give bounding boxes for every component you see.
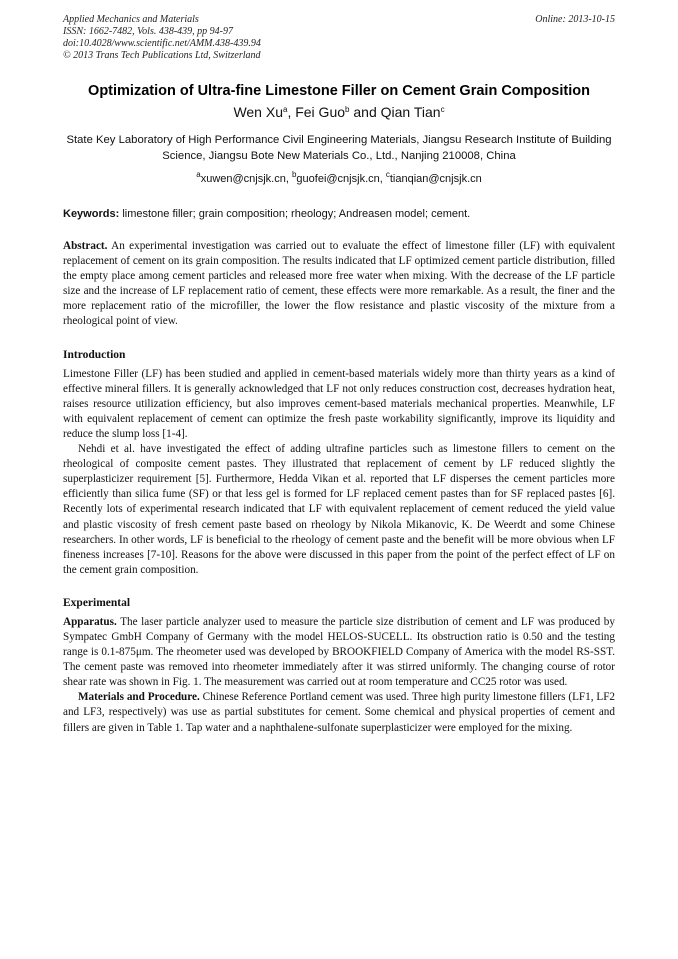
online-date: Online: 2013-10-15 [535, 14, 615, 25]
email-sup: b [291, 170, 297, 179]
introduction-paragraph-2: Nehdi et al. have investigated the effect of adding ultrafine particles such as limestone fillers to cement on the rheological of composite cement pastes. They illustrated that replacement of cement by LF reduced slightly the superplasticizer requirement [5]. Furthermore, Hedda Vikan et al. reported that LF disperses the cement particles more efficiently than silica fume (SF) or that less gel is formed for LF replaced cement pastes than for SF replaced pastes [6]. Recently lots of experimental research indicated that LF with equivalent replacement of cement reduced the yield value and plastic viscosity of fresh cement paste based on rheology by Nikola Mikanovic, K. De Weerdt and some Chinese researchers. In other words, LF is beneficial to the rheology of cement paste and the benefit will be more obvious when LF fineness increases [7-10]. Reasons for the above were discussed in this paper from the point of the perfect effect of LF on the cement grain composition. [63, 443, 615, 576]
affiliation: State Key Laboratory of High Performance Civil Engineering Materials, Jiangsu Research Institute of Building Science, Jiangsu Bote New Materials Co., Ltd., Nanjing 210008, China [66, 134, 612, 162]
header-left [63, 14, 261, 62]
apparatus-text: The laser particle analyzer used to measure the particle size distribution of cement and LF was produced by Sympatec GmbH Company of Germany with the model HELOS-SUCELL. Its obstruction ratio is 0.50 and the testing range is 0.1-875μm. The rheometer used was developed by BROOKFIELD Company of America with the model RS-SST. The cement paste was removed into rheometer immediately after it was stirred uniformly. The changing course of rotor shear rate was shown in Fig. 1. The measurement was carried out at room temperature and CC25 rotor was used. [63, 615, 615, 689]
introduction-paragraph-1: Limestone Filler (LF) has been studied and applied in cement-based materials widely more than thirty years as a kind of effective mineral fillers. It is generally acknowledged that LF not only reduces construction cost, decreases hydration heat, raises resource utilization efficiency, but also improves cement-based materials mechanical properties. Meanwhile, LF with equivalent replacement of cement can optimize the fresh paste workability significantly, improve its liquidity and reduce the slump loss [1-4]. [63, 367, 615, 440]
materials-paragraph [63, 690, 615, 735]
author-name: Qian Tian [380, 104, 441, 120]
author-name: Fei Guo [295, 104, 346, 120]
email-list [63, 172, 615, 187]
doi-line: doi:10.4028/www.scientific.net/AMM.438-439.94 [63, 38, 261, 49]
author-sup: b [345, 105, 350, 114]
issn-line: ISSN: 1662-7482, Vols. 438-439, pp 94-97 [63, 26, 233, 37]
abstract-text: An experimental investigation was carried out to evaluate the effect of limestone filler (LF) with equivalent replacement of cement on its grain composition. The results indicated that LF optimized cement particle distribution, filled the empty place among cement particles and released more free water when mixing. With the decrease of the LF particle size and the increase of LF replacement ratio of cement, these effects were more remarkable. As a result, the finer and the more replacement ratio of the microfiller, the lower the flow resistance and plastic viscosity of the mixture from a rheological point of view. [63, 240, 615, 328]
introduction-heading: Introduction [63, 348, 126, 361]
materials-label: Materials and Procedure. [78, 691, 200, 704]
author-name: Wen Xu [233, 104, 283, 120]
copyright-line: © 2013 Trans Tech Publications Ltd, Switzerland [63, 50, 261, 61]
materials-text: Chinese Reference Portland cement was used. Three high purity limestone fillers (LF1, LF2 and LF3, respectively) was use as partial substitutes for cement. Some chemical and physical properties of cement and fillers are given in Table 1. Tap water and a naphthalene-sulfonate superplasticizer were employed for the mixing. [63, 691, 616, 734]
keywords [63, 207, 615, 222]
email-link[interactable]: xuwen@cnjsjk.cn, [200, 173, 289, 185]
email-link[interactable]: guofei@cnjsjk.cn, [296, 173, 383, 185]
keywords-text: limestone filler; grain composition; rheology; Andreasen model; cement. [122, 208, 471, 220]
journal-name: Applied Mechanics and Materials [63, 14, 199, 25]
email-sup: c [385, 170, 390, 179]
paper-title: Optimization of Ultra-fine Limestone Filler on Cement Grain Composition [88, 83, 590, 99]
abstract-label: Abstract. [63, 240, 108, 252]
apparatus-paragraph [63, 615, 615, 690]
email-sup: a [196, 170, 201, 179]
author-sup: a [282, 105, 288, 114]
experimental-heading: Experimental [63, 596, 131, 609]
email-link[interactable]: tianqian@cnjsjk.cn [389, 173, 482, 185]
abstract [63, 239, 615, 330]
apparatus-label: Apparatus. [63, 615, 117, 628]
author-sup: c [440, 105, 445, 114]
author-list: Wen Xu$^a$, Fei Guo$^b$ and Qian Tian$^c$ [233, 104, 445, 120]
journal-header [63, 14, 615, 66]
paper-page [63, 14, 615, 736]
keywords-label: Keywords: [63, 208, 120, 220]
